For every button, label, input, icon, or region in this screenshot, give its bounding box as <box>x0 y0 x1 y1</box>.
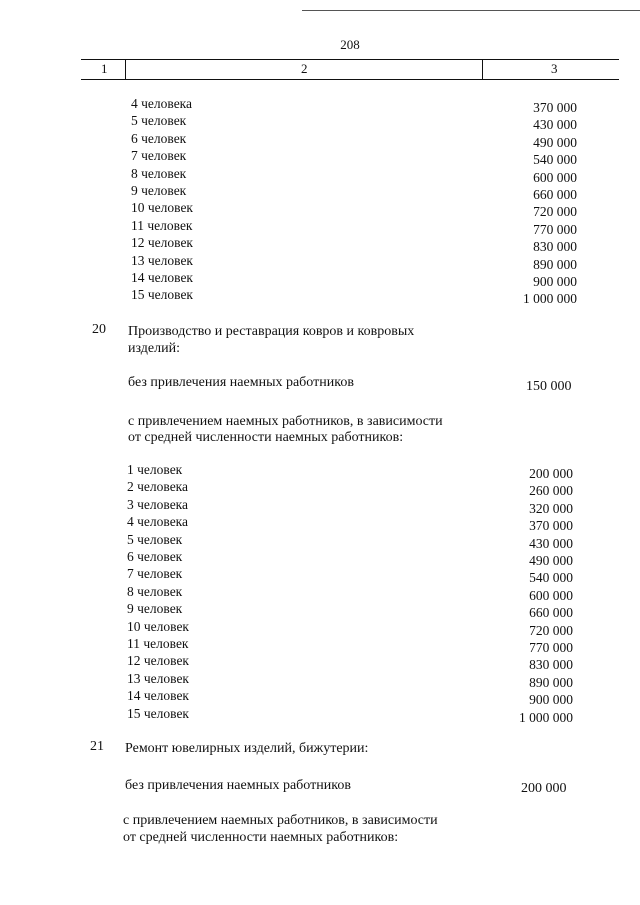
amount-value: 540 000 <box>533 152 577 168</box>
amount-value: 320 000 <box>529 500 573 516</box>
amount-value: 540 000 <box>529 570 573 586</box>
table-row <box>0 147 640 168</box>
amount-value: 720 000 <box>533 204 577 220</box>
section-20-title-line1: Производство и реставрация ковров и ковровых <box>128 324 415 339</box>
staff-count-label: 12 человек <box>127 653 189 669</box>
staff-count-label: 11 человек <box>131 217 193 233</box>
table-row <box>0 618 640 638</box>
table-row <box>0 234 640 255</box>
header-col-2: 2 <box>301 61 308 76</box>
amount-value: 430 000 <box>529 535 573 551</box>
table-row <box>0 670 640 690</box>
table-row <box>0 513 640 534</box>
amount-value: 1 000 000 <box>523 291 577 307</box>
section-20-number: 20 <box>92 322 106 337</box>
amount-value: 490 000 <box>533 134 577 150</box>
header-col-3: 3 <box>551 61 558 76</box>
amount-value: 370 000 <box>533 100 577 115</box>
header-divider <box>482 60 483 79</box>
amount-value: 430 000 <box>533 117 577 133</box>
page-number: 208 <box>340 37 360 52</box>
amount-value: 890 000 <box>533 256 577 272</box>
amount-value: 200 000 <box>529 466 573 481</box>
table-row <box>0 478 640 499</box>
staff-count-label: 2 человека <box>127 479 189 495</box>
amount-value: 600 000 <box>529 587 573 603</box>
section-21-title: Ремонт ювелирных изделий, бижутерии: <box>125 741 369 756</box>
staff-count-label: 7 человек <box>131 148 187 164</box>
amount-value: 370 000 <box>529 518 573 534</box>
staff-count-label: 5 человек <box>127 531 183 547</box>
table-row <box>0 635 640 655</box>
staff-count-label: 8 человек <box>131 165 187 181</box>
amount-value: 770 000 <box>533 221 577 237</box>
table-row <box>0 199 640 220</box>
amount-value: 830 000 <box>529 657 573 673</box>
staff-count-label: 10 человек <box>127 618 189 634</box>
section-21-with-hired-line1: с привлечением наемных работников, в зависимости <box>123 813 438 828</box>
table-row <box>0 130 640 150</box>
staff-count-label: 13 человек <box>127 670 189 686</box>
section-20-without-hired-value: 150 000 <box>526 379 572 394</box>
staff-count-label: 14 человек <box>131 270 193 285</box>
amount-value: 900 000 <box>529 692 573 708</box>
section-21-without-hired-value: 200 000 <box>521 781 567 796</box>
table-row <box>0 531 640 551</box>
table-row <box>0 217 640 237</box>
section-20-title-line2: изделий: <box>128 341 180 356</box>
table-row <box>0 565 640 586</box>
amount-value: 1 000 000 <box>519 709 573 725</box>
staff-count-label: 3 человека <box>127 496 189 512</box>
section-21-without-hired-label: без привлечения наемных работников <box>125 778 351 793</box>
staff-count-label: 14 человек <box>127 688 189 704</box>
table-row <box>0 687 640 708</box>
section-20-with-hired-line1: с привлечением наемных работников, в зависимости <box>128 414 443 429</box>
table-row <box>0 705 640 725</box>
header-divider <box>125 60 126 79</box>
amount-value: 890 000 <box>529 674 573 690</box>
staff-count-label: 10 человек <box>131 200 193 216</box>
amount-value: 830 000 <box>533 239 577 255</box>
amount-value: 900 000 <box>533 274 577 289</box>
staff-count-label: 9 человек <box>127 601 183 617</box>
amount-value: 660 000 <box>533 187 577 202</box>
section-20-with-hired-line2: от средней численности наемных работников: <box>128 430 404 445</box>
amount-value: 660 000 <box>529 605 573 621</box>
staff-count-label: 4 человека <box>127 514 189 530</box>
table-row <box>0 252 640 272</box>
amount-value: 490 000 <box>529 553 573 568</box>
table-header <box>81 59 619 80</box>
table-row <box>0 269 640 289</box>
staff-count-label: 5 человек <box>131 113 187 129</box>
table-row <box>0 600 640 621</box>
staff-count-label: 4 человека <box>131 96 193 111</box>
table-row <box>0 652 640 673</box>
table-row <box>0 95 640 115</box>
staff-count-label: 7 человек <box>127 566 183 582</box>
amount-value: 720 000 <box>529 622 573 638</box>
section-21-number: 21 <box>90 739 104 754</box>
staff-count-label: 15 человек <box>131 287 193 303</box>
staff-count-label: 9 человек <box>131 183 187 198</box>
staff-count-label: 11 человек <box>127 636 189 651</box>
table-row <box>0 182 640 202</box>
table-row <box>0 583 640 603</box>
staff-count-label: 6 человек <box>131 130 187 146</box>
staff-count-label: 12 человек <box>131 235 193 251</box>
amount-value: 260 000 <box>529 483 573 499</box>
header-col-1: 1 <box>101 61 108 76</box>
top-rule <box>302 10 640 11</box>
staff-count-label: 13 человек <box>131 252 193 268</box>
staff-count-label: 6 человек <box>127 549 183 564</box>
amount-value: 600 000 <box>533 169 577 185</box>
table-row <box>0 286 640 307</box>
section-20-without-hired-label: без привлечения наемных работников <box>128 375 354 390</box>
table-row <box>0 165 640 185</box>
table-row <box>0 496 640 516</box>
table-row <box>0 112 640 133</box>
amount-value: 770 000 <box>529 640 573 655</box>
section-21-with-hired-line2: от средней численности наемных работников: <box>123 830 399 845</box>
table-row <box>0 461 640 481</box>
table-row <box>0 548 640 568</box>
staff-count-label: 15 человек <box>127 705 189 721</box>
staff-count-label: 1 человек <box>127 462 183 477</box>
staff-count-label: 8 человек <box>127 583 183 599</box>
